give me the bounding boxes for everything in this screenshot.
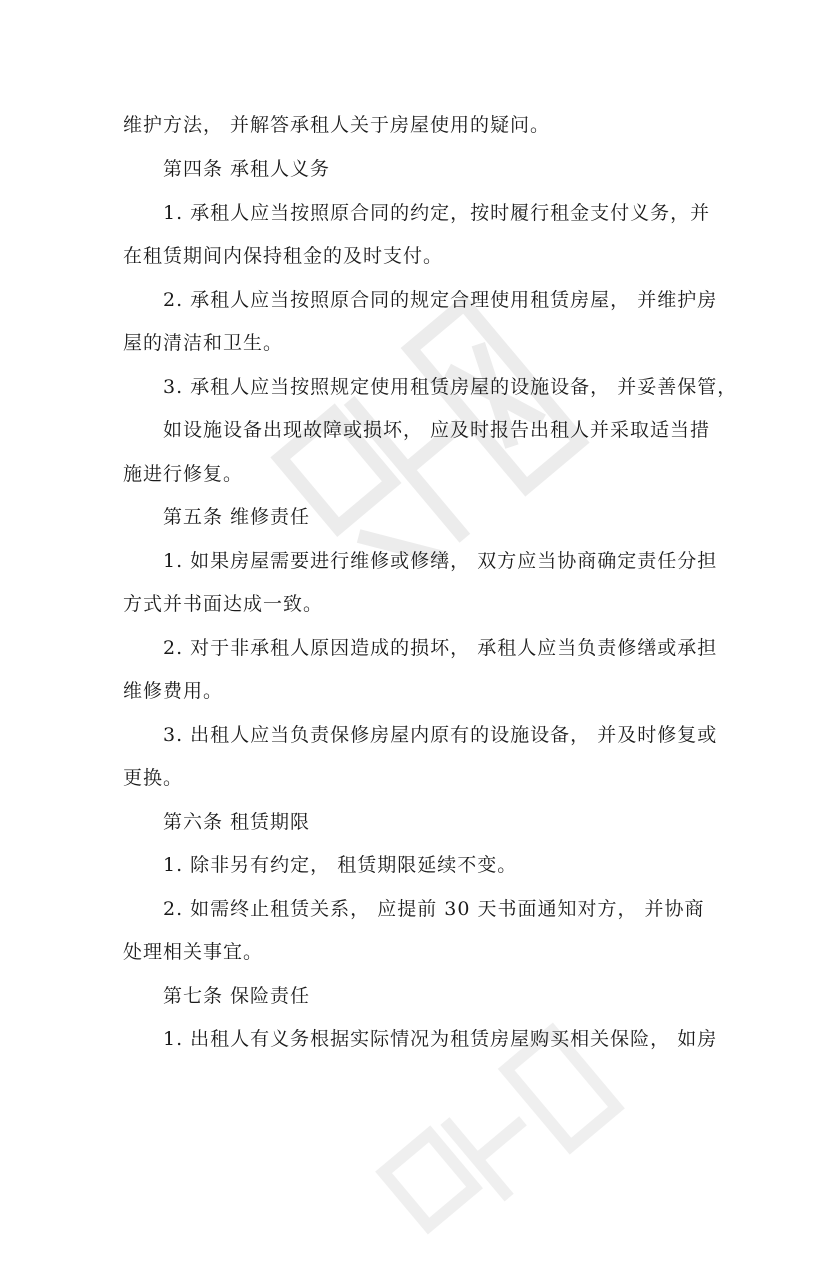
text-line: 1. 承租人应当按照原合同的约定，按时履行租金支付义务，并 [163,202,711,224]
section-heading: 第五条 维修责任 [163,506,311,528]
text-line: 2. 如需终止租赁关系， 应提前 30 天书面通知对方， 并协商 [163,898,705,920]
text-line: 如设施设备出现故障或损坏， 应及时报告出租人并采取适当措 [163,419,711,441]
section-heading: 第七条 保险责任 [163,985,311,1007]
text-line: 1. 出租人有义务根据实际情况为租赁房屋购买相关保险， 如房 [163,1028,718,1050]
text-line: 2. 承租人应当按照原合同的规定合理使用租赁房屋， 并维护房 [163,289,718,311]
text-line: 屋的清洁和卫生。 [123,332,284,354]
text-line: 处理相关事宜。 [123,941,264,963]
text-line: 3. 出租人应当负责保修房屋内原有的设施设备， 并及时修复或 [163,724,718,746]
text-line: 在租赁期间内保持租金的及时支付。 [123,245,444,267]
text-line: 3. 承租人应当按照规定使用租赁房屋的设施设备， 并妥善保管， [163,376,738,398]
watermark-logo-bottom [370,1017,631,1263]
text-line: 1. 除非另有约定， 租赁期限延续不变。 [163,854,518,876]
text-line: 更换。 [123,767,184,789]
text-line: 维护方法， 并解答承租人关于房屋使用的疑问。 [123,114,551,136]
text-line: 2. 对于非承租人原因造成的损坏， 承租人应当负责修缮或承担 [163,637,718,659]
text-line: 维修费用。 [123,680,224,702]
text-line: 1. 如果房屋需要进行维修或修缮， 双方应当协商确定责任分担 [163,550,718,572]
section-heading: 第六条 租赁期限 [163,811,311,833]
section-heading: 第四条 承租人义务 [163,158,331,180]
text-line: 施进行修复。 [123,463,244,485]
text-line: 方式并书面达成一致。 [123,593,324,615]
